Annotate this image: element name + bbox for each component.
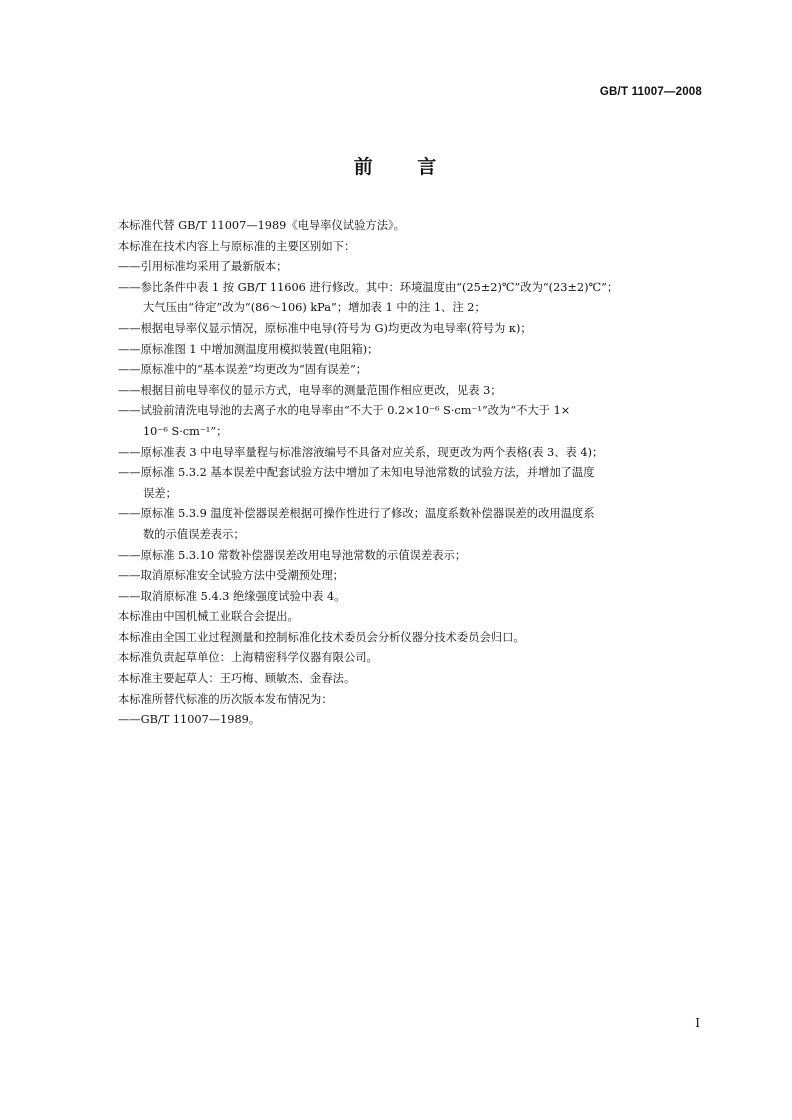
closing-paragraph: 本标准所替代标准的历次版本发布情况为：	[118, 692, 333, 706]
list-item-line: ——原标准 5.3.2 基本误差中配套试验方法中增加了未知电导池常数的试验方法，并增加了温度	[118, 466, 595, 480]
list-item-line-continued: 大气压由“待定”改为“(86～106) kPa”；增加表 1 中的注 1、注 2；	[143, 301, 486, 315]
closing-paragraph: 本标准由中国机械工业联合会提出。	[118, 610, 299, 624]
list-item	[118, 257, 704, 278]
list-item	[118, 401, 704, 442]
list-item-line: ——取消原标准 5.4.3 绝缘强度试验中表 4。	[118, 589, 346, 603]
closing-section	[118, 607, 704, 731]
intro-paragraph: 本标准在技术内容上与原标准的主要区别如下：	[118, 239, 356, 253]
list-item-line: ——根据电导率仪显示情况，原标准中电导(符号为 G)均更改为电导率(符号为 κ)；	[118, 321, 532, 335]
page-title: 前 言	[353, 156, 439, 178]
closing-paragraph: 本标准负责起草单位：上海精密科学仪器有限公司。	[118, 651, 378, 665]
list-item-line: ——引用标准均采用了最新版本；	[118, 260, 288, 274]
closing-paragraph: 本标准由全国工业过程测量和控制标准化技术委员会分析仪器分技术委员会归口。	[118, 630, 525, 644]
list-item-line: ——参比条件中表 1 按 GB/T 11606 进行修改。其中：环境温度由“(25±2)℃”改为“(23±2)℃”；	[118, 280, 619, 294]
list-item	[118, 319, 704, 340]
list-item-line: ——取消原标准安全试验方法中受潮预处理；	[118, 569, 344, 583]
list-item	[118, 566, 704, 587]
page-number: I	[695, 1016, 700, 1030]
standard-code: GB/T 11007—2008	[599, 86, 702, 98]
list-item	[118, 360, 704, 381]
changes-list	[118, 257, 704, 607]
list-item	[118, 504, 704, 545]
document-body	[118, 216, 704, 731]
list-item	[118, 381, 704, 402]
list-item-line: ——原标准 5.3.9 温度补偿器误差根据可操作性进行了修改；温度系数补偿器误差的改用温度系	[118, 507, 595, 521]
intro-paragraph: 本标准代替 GB/T 11007—1989《电导率仪试验方法》。	[118, 219, 405, 232]
list-item	[118, 278, 704, 319]
list-item	[118, 340, 704, 361]
closing-paragraph: 本标准主要起草人：王巧梅、顾敏杰、金春法。	[118, 672, 356, 686]
list-item	[118, 546, 704, 567]
list-item-line-continued: 10⁻⁶ S·cm⁻¹”；	[143, 424, 228, 438]
intro-section	[118, 216, 704, 257]
list-item-line: ——原标准 5.3.10 常数补偿器误差改用电导池常数的示值误差表示；	[118, 548, 467, 562]
list-item-line: ——原标准表 3 中电导率量程与标准溶液编号不具备对应关系，现更改为两个表格(表 3、表 4)；	[118, 445, 604, 459]
list-item-line: ——试验前清洗电导池的去离子水的电导率由“不大于 0.2×10⁻⁶ S·cm⁻¹”改为“不大于 1×	[118, 404, 571, 418]
list-item-line: ——根据目前电导率仪的显示方式，电导率的测量范围作相应更改，见表 3；	[118, 383, 502, 397]
list-item	[118, 587, 704, 608]
list-item-line-continued: 误差；	[143, 486, 177, 500]
list-item-line: ——原标准图 1 中增加测温度用模拟装置(电阻箱)；	[118, 342, 379, 356]
list-item	[118, 463, 704, 504]
list-item	[118, 443, 704, 464]
closing-paragraph: ——GB/T 11007—1989。	[118, 713, 261, 727]
list-item-line: ——原标准中的“基本误差”均更改为“固有误差”；	[118, 363, 368, 377]
list-item-line-continued: 数的示值误差表示；	[143, 527, 245, 541]
